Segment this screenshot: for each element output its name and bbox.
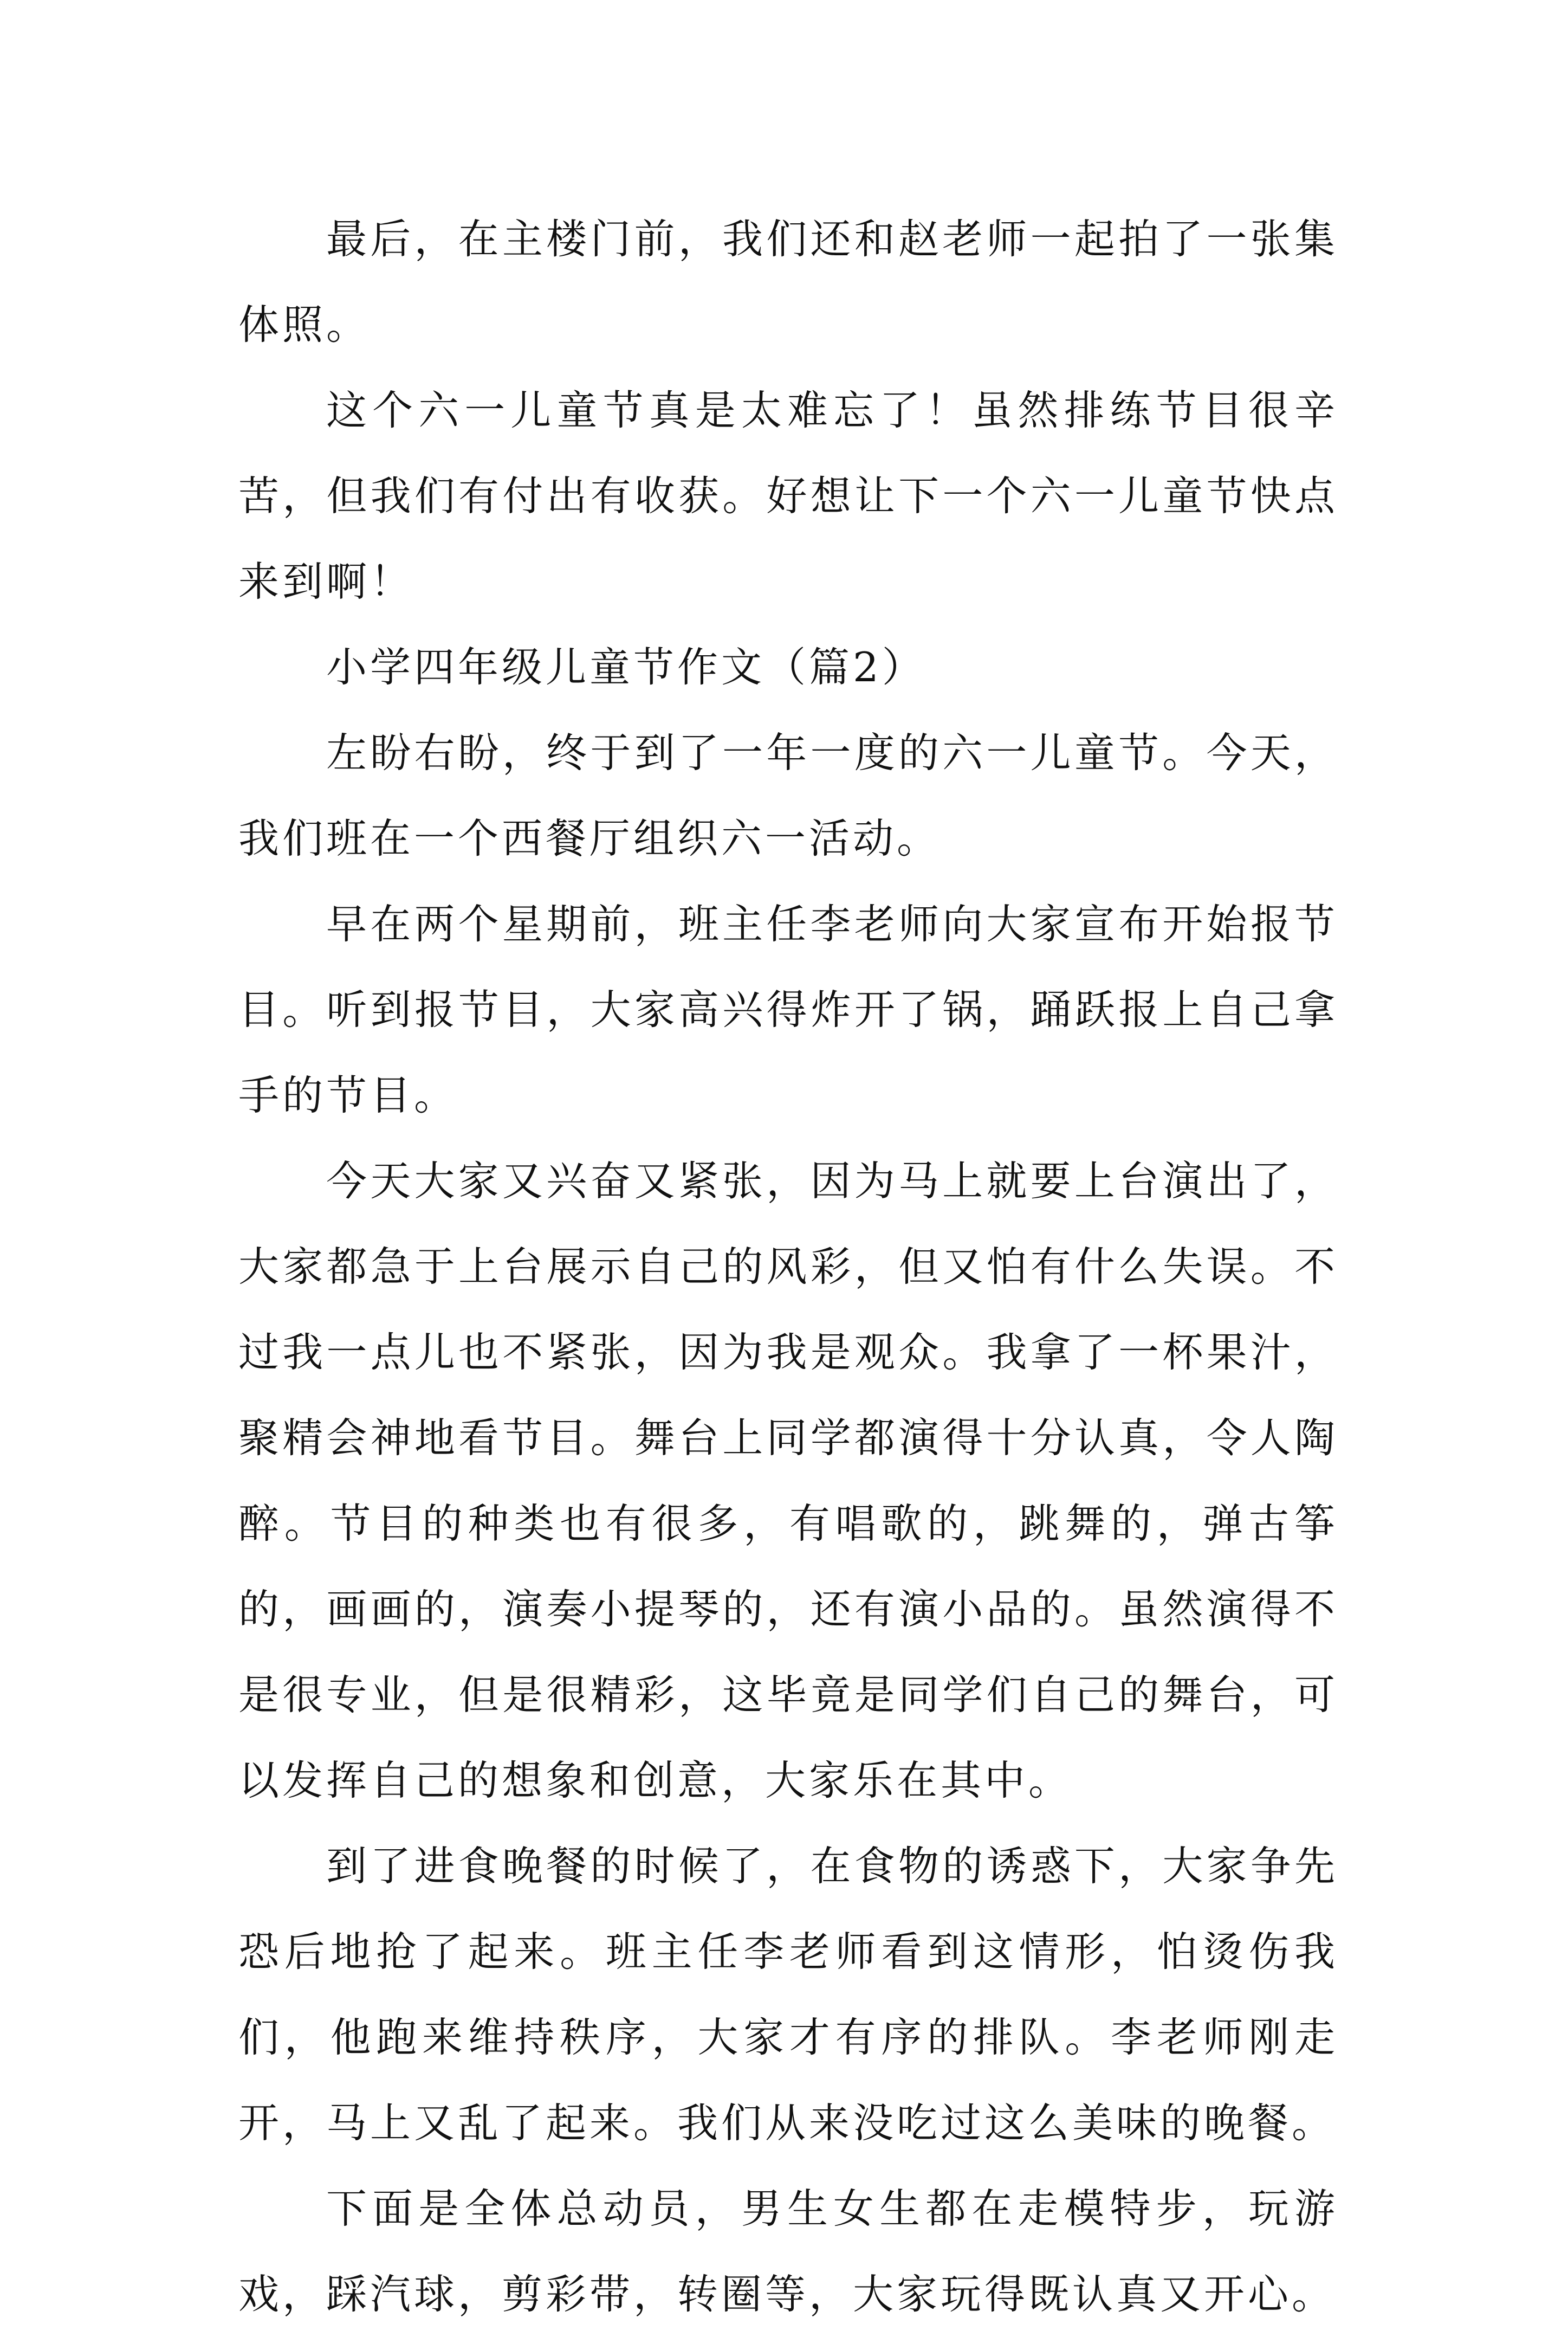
paragraph-games: 下面是全体总动员，男生女生都在走模特步，玩游戏，踩汽球，剪彩带，转圈等，大家玩得既认真又开心。: [238, 2185, 1338, 2318]
essay-title-part-2: 小学四年级儿童节作文（篇2）: [326, 643, 926, 691]
essay-body: [238, 196, 1338, 2337]
paragraph-group-photo: 最后，在主楼门前，我们还和赵老师一起拍了一张集体照。: [238, 215, 1338, 348]
paragraph-dinner: 到了进食晚餐的时候了，在食物的诱惑下，大家争先恐后地抢了起来。班主任李老师看到这情形，怕烫伤我们，他跑来维持秩序，大家才有序的排队。李老师刚走开，马上又乱了起来。我们从来没吃过这么美味的晚餐。: [238, 1842, 1338, 2147]
paragraph-unforgettable: 这个六一儿童节真是太难忘了！虽然排练节目很辛苦，但我们有付出有收获。好想让下一个六一儿童节快点来到啊！: [238, 386, 1338, 605]
paragraph-childrens-day: 左盼右盼，终于到了一年一度的六一儿童节。今天，我们班在一个西餐厅组织六一活动。: [238, 729, 1338, 862]
paragraph-sign-up: 早在两个星期前，班主任李老师向大家宣布开始报节目。听到报节目，大家高兴得炸开了锅，踊跃报上自己拿手的节目。: [238, 900, 1338, 1119]
paragraph-performances: 今天大家又兴奋又紧张，因为马上就要上台演出了，大家都急于上台展示自己的风彩，但又怕有什么失误。不过我一点儿也不紧张，因为我是观众。我拿了一杯果汁，聚精会神地看节目。舞台上同学都演得十分认真，令人陶醉。节目的种类也有很多，有唱歌的，跳舞的，弹古筝的，画画的，演奏小提琴的，还有演小品的。虽然演得不是很专业，但是很精彩，这毕竟是同学们自己的舞台，可以发挥自己的想象和创意，大家乐在其中。: [238, 1157, 1338, 1804]
